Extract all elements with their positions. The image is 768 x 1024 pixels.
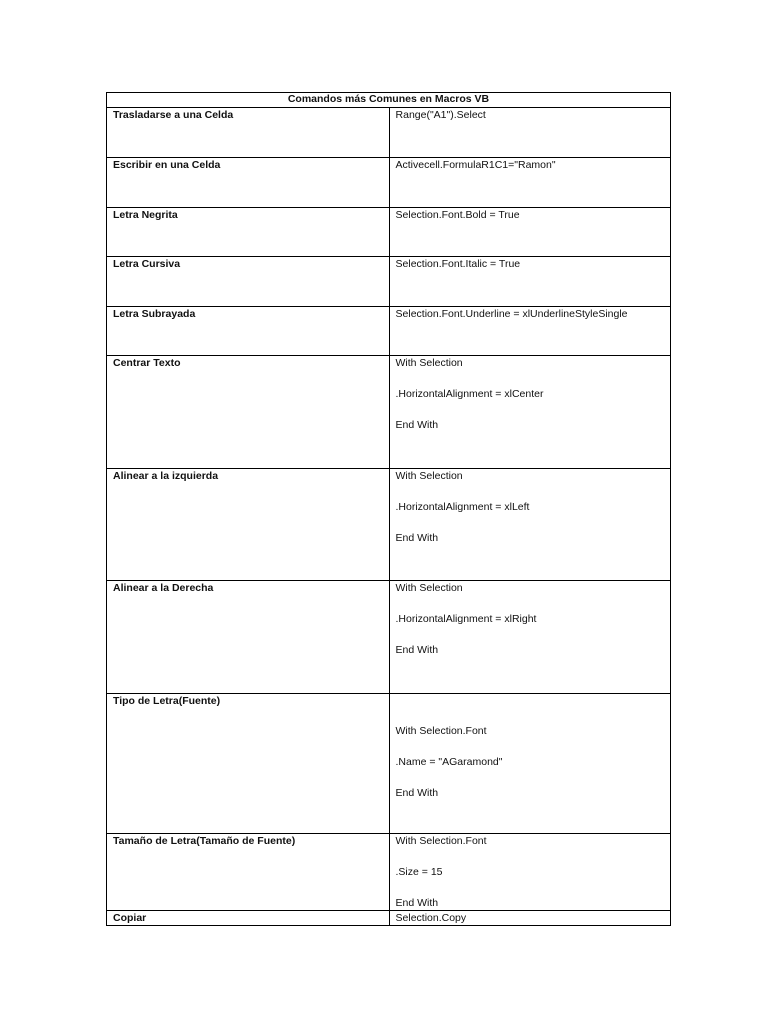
code-line: .Size = 15 [395, 866, 443, 878]
code-line: With Selection [395, 582, 463, 594]
row-label: Tamaño de Letra(Tamaño de Fuente) [107, 834, 390, 911]
code-line: .HorizontalAlignment = xlRight [395, 613, 537, 625]
code-line: .HorizontalAlignment = xlLeft [395, 501, 530, 513]
table-row [107, 257, 671, 307]
table-row [107, 356, 671, 469]
row-code [389, 356, 670, 469]
row-label: Tipo de Letra(Fuente) [107, 694, 390, 834]
code-line: End With [395, 644, 439, 656]
code-line: With Selection [395, 357, 463, 369]
table-row [107, 307, 671, 356]
row-label: Centrar Texto [107, 356, 390, 469]
table-row [107, 694, 671, 834]
row-code [389, 834, 670, 911]
table-row [107, 208, 671, 257]
row-code [389, 581, 670, 694]
row-label: Copiar [107, 911, 390, 926]
table-row [107, 581, 671, 694]
table-row [107, 469, 671, 581]
row-label: Letra Negrita [107, 208, 390, 257]
row-label: Trasladarse a una Celda [107, 108, 390, 158]
macro-commands-table [106, 92, 671, 926]
row-code [389, 208, 670, 257]
table-row [107, 911, 671, 926]
row-label: Alinear a la Derecha [107, 581, 390, 694]
row-label: Letra Cursiva [107, 257, 390, 307]
code-line: End With [395, 532, 439, 544]
row-code [389, 694, 670, 834]
table-row [107, 108, 671, 158]
table-header-row [107, 93, 671, 108]
row-label: Alinear a la izquierda [107, 469, 390, 581]
row-code [389, 307, 670, 356]
code-line: With Selection.Font [395, 725, 487, 737]
row-code [389, 108, 670, 158]
code-line: Activecell.FormulaR1C1="Ramon" [395, 159, 556, 171]
code-line: Selection.Font.Italic = True [395, 258, 521, 270]
row-code [389, 911, 670, 926]
row-code [389, 257, 670, 307]
table-row [107, 834, 671, 911]
code-line: Range("A1").Select [395, 109, 486, 121]
code-line: With Selection.Font [395, 835, 487, 847]
code-line: Selection.Font.Underline = xlUnderlineStyleSingle [395, 308, 628, 320]
table-title: Comandos más Comunes en Macros VB [107, 93, 671, 108]
code-line: End With [395, 897, 439, 909]
row-code [389, 158, 670, 208]
code-line: End With [395, 419, 439, 431]
code-line: Selection.Font.Bold = True [395, 209, 520, 221]
table-row [107, 158, 671, 208]
row-label: Escribir en una Celda [107, 158, 390, 208]
code-line: End With [395, 787, 439, 799]
code-line: .Name = "AGaramond" [395, 756, 503, 768]
row-code [389, 469, 670, 581]
row-label: Letra Subrayada [107, 307, 390, 356]
code-line: Selection.Copy [395, 912, 467, 924]
code-line: .HorizontalAlignment = xlCenter [395, 388, 544, 400]
code-line: With Selection [395, 470, 463, 482]
